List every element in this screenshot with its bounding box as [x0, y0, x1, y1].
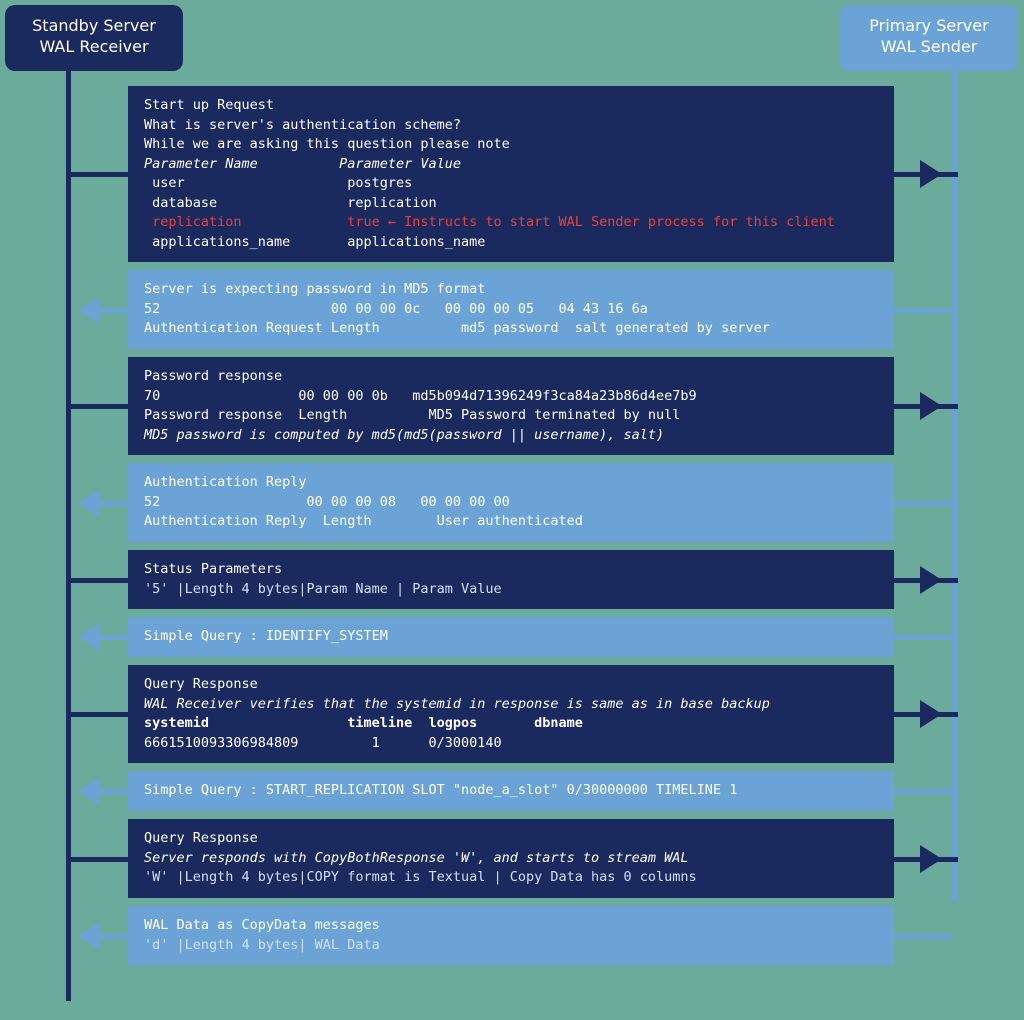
- node-standby-label: Standby Server WAL Receiver: [32, 16, 156, 56]
- message-wal-data-copydata: [128, 906, 894, 965]
- message-startup-request: [128, 86, 894, 262]
- message-line: 6661510093306984809 1 0/3000140: [144, 734, 502, 751]
- arrow-left-icon: [78, 296, 100, 324]
- message-line: 52 00 00 00 08 00 00 00 00: [144, 493, 510, 510]
- message-line: 'W' |Length 4 bytes|COPY format is Textual | Copy Data has 0 columns: [144, 869, 697, 885]
- arrow-right-icon: [920, 566, 942, 594]
- connector-primary: [894, 635, 952, 640]
- node-standby-server: [5, 5, 183, 71]
- message-line: Query Response: [144, 830, 258, 846]
- message-auth-request-md5: [128, 270, 894, 349]
- connector-to-standby: [100, 789, 128, 794]
- message-line: Authentication Request Length md5 password salt generated by server: [144, 320, 770, 336]
- message-line: What is server's authentication scheme?: [144, 116, 461, 133]
- message-line: WAL Data as CopyData messages: [144, 917, 380, 933]
- message-line: 52 00 00 00 0c 00 00 00 05 04 43 16 6a: [144, 300, 648, 317]
- connector-standby: [66, 712, 128, 717]
- message-line: Server is expecting password in MD5 format: [144, 281, 486, 297]
- message-simple-query-start-replication: [128, 771, 894, 811]
- arrow-left-icon: [78, 922, 100, 950]
- connector-primary: [894, 934, 952, 939]
- connector-primary: [894, 789, 952, 794]
- arrow-left-icon: [78, 777, 100, 805]
- message-password-response: [128, 357, 894, 455]
- message-line: Authentication Reply Length User authenticated: [144, 513, 583, 529]
- connector-to-standby: [100, 934, 128, 939]
- connector-to-standby: [100, 308, 128, 313]
- message-line: 'd' |Length 4 bytes| WAL Data: [144, 936, 380, 953]
- message-line: applications_name applications_name: [144, 233, 486, 250]
- message-line: Start up Request: [144, 97, 275, 113]
- arrow-right-icon: [920, 700, 942, 728]
- message-line: Password response Length MD5 Password terminated by null: [144, 407, 681, 423]
- arrow-left-icon: [78, 489, 100, 517]
- message-query-response-copy-both: [128, 819, 894, 898]
- message-query-response-identify-system: [128, 665, 894, 763]
- message-line: While we are asking this question please note: [144, 136, 510, 152]
- connector-standby: [66, 857, 128, 862]
- message-line: Server responds with CopyBothResponse 'W', and starts to stream WAL: [144, 849, 689, 866]
- message-line: systemid timeline logpos dbname: [144, 715, 583, 731]
- message-status-parameters: [128, 550, 894, 609]
- connector-standby: [66, 404, 128, 409]
- message-simple-query-identify-system: [128, 617, 894, 657]
- message-line: MD5 password is computed by md5(md5(password || username), salt): [144, 426, 665, 443]
- message-line: database replication: [144, 194, 437, 211]
- message-line: '5' |Length 4 bytes|Param Name | Param Value: [144, 580, 502, 597]
- message-line: Query Response: [144, 676, 258, 692]
- arrow-right-icon: [920, 160, 942, 188]
- connector-primary: [894, 308, 952, 313]
- connector-standby: [66, 578, 128, 583]
- message-authentication-reply: [128, 463, 894, 542]
- connector-to-standby: [100, 501, 128, 506]
- message-line: WAL Receiver verifies that the systemid in response is same as in base backup: [144, 695, 770, 712]
- connector-to-standby: [100, 635, 128, 640]
- message-line: replication true ← Instructs to start WAL Sender process for this client: [144, 214, 835, 230]
- message-line: Password response: [144, 368, 283, 384]
- message-line: user postgres: [144, 175, 413, 191]
- arrow-left-icon: [78, 623, 100, 651]
- message-line: Authentication Reply: [144, 474, 307, 490]
- lifeline-standby: [66, 71, 71, 1001]
- message-line: Simple Query : START_REPLICATION SLOT "node_a_slot" 0/30000000 TIMELINE 1: [144, 782, 738, 798]
- arrow-right-icon: [920, 845, 942, 873]
- node-primary-server: [840, 5, 1018, 71]
- connector-standby: [66, 172, 128, 177]
- arrow-right-icon: [920, 392, 942, 420]
- lifeline-primary: [952, 71, 957, 901]
- node-primary-label: Primary Server WAL Sender: [869, 16, 989, 56]
- message-line: Simple Query : IDENTIFY_SYSTEM: [144, 628, 388, 644]
- message-line: 70 00 00 00 0b md5b094d71396249f3ca84a23b86d4ee7b9: [144, 387, 697, 404]
- message-line: Parameter Name Parameter Value: [144, 155, 461, 172]
- message-line: Status Parameters: [144, 561, 283, 577]
- connector-primary: [894, 501, 952, 506]
